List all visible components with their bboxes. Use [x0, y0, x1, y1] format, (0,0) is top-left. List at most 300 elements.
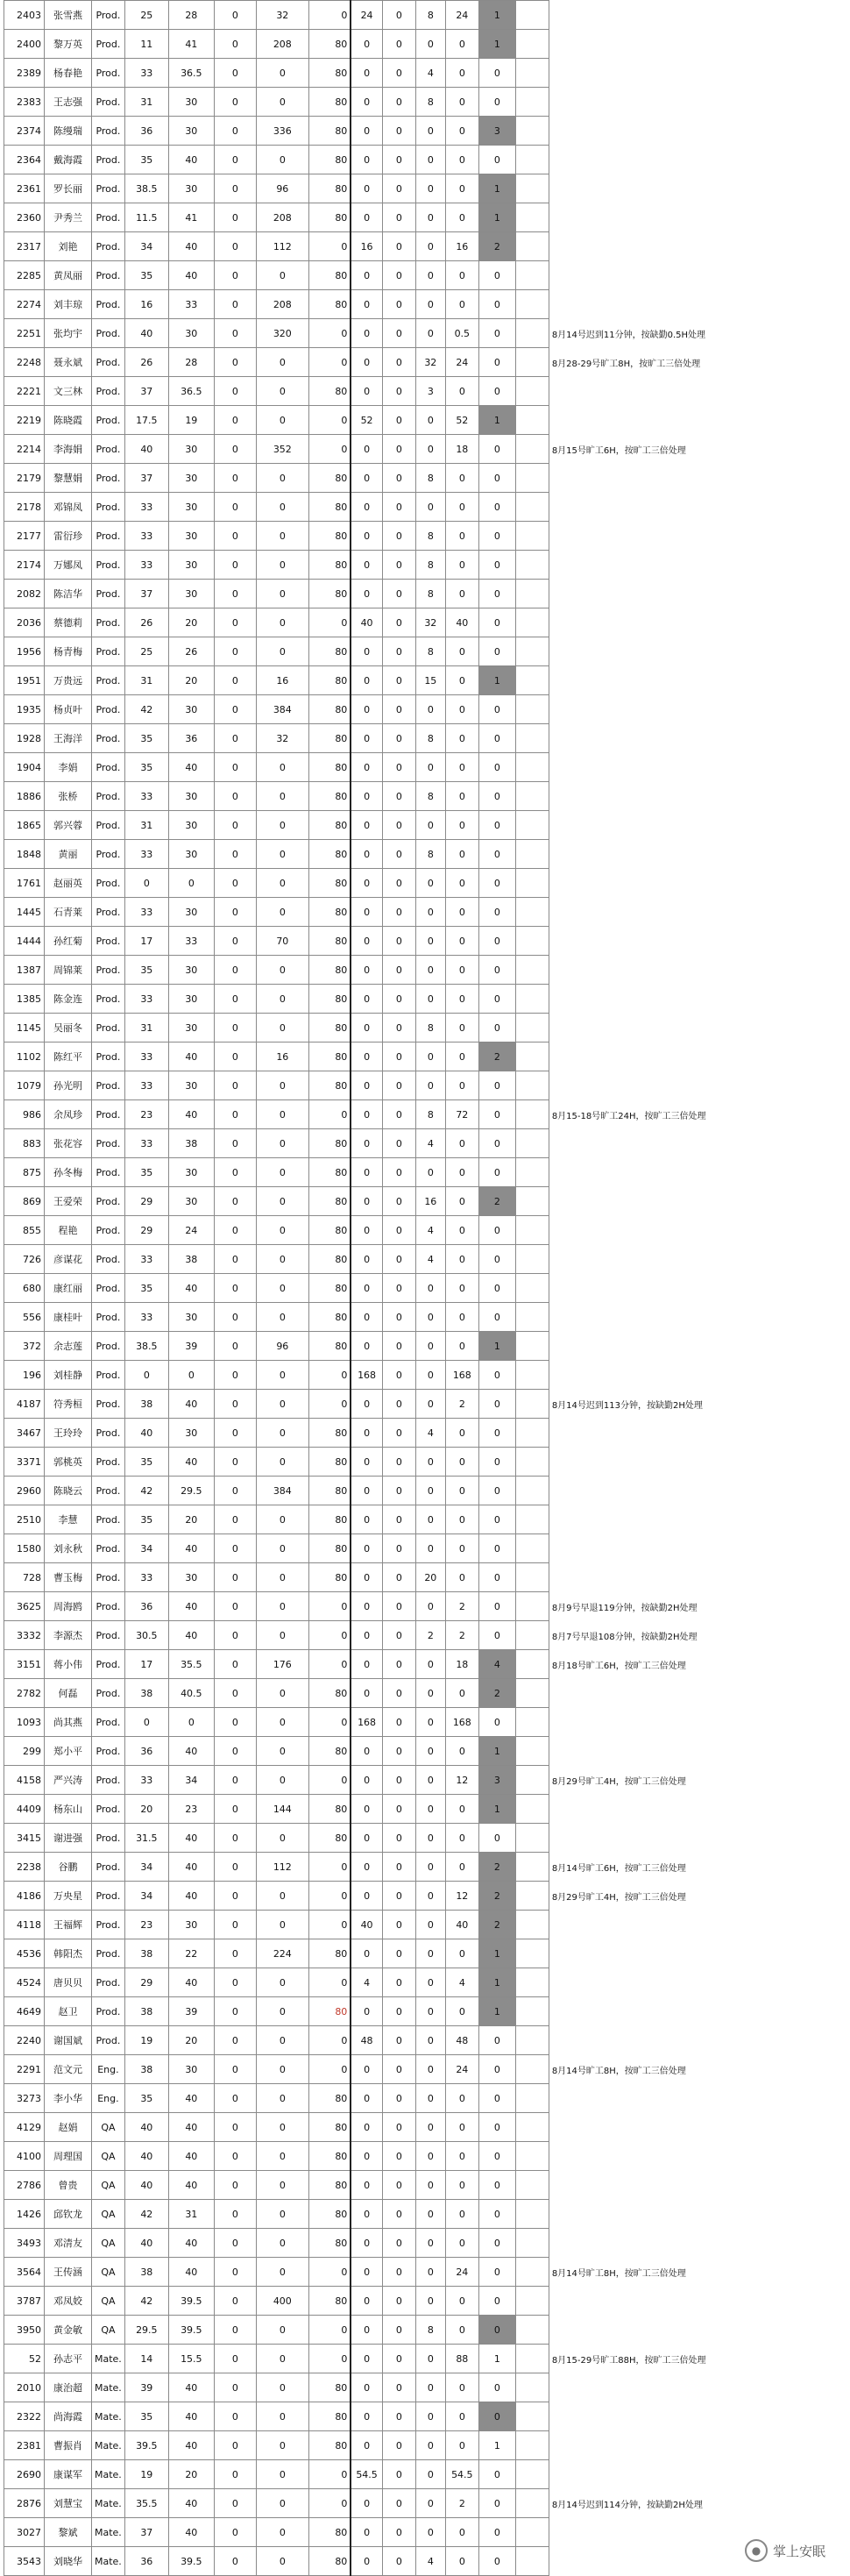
- cell-c4: 0: [256, 2431, 308, 2460]
- cell-c8: 8: [415, 1, 445, 30]
- cell-c11: [515, 1911, 549, 1939]
- cell-c9: 0: [445, 985, 478, 1014]
- table-row: [4, 1129, 769, 1158]
- cell-c5: 0: [308, 1766, 351, 1795]
- cell-c3: 0: [214, 117, 256, 146]
- cell-c1: 36: [124, 1592, 168, 1621]
- cell-dept: Eng.: [92, 2055, 125, 2084]
- cell-c7: 0: [382, 1448, 415, 1477]
- cell-c3: 0: [214, 1274, 256, 1303]
- cell-c6: 0: [351, 695, 382, 724]
- cell-c5: 80: [308, 1187, 351, 1216]
- cell-c3: 0: [214, 2200, 256, 2229]
- cell-c5: 80: [308, 1737, 351, 1766]
- cell-c5: 80: [308, 927, 351, 956]
- cell-name: 万央星: [45, 1882, 92, 1911]
- cell-c2: 30: [168, 435, 214, 464]
- cell-c10: 0: [478, 2460, 515, 2489]
- cell-c8: 4: [415, 1216, 445, 1245]
- cell-c10: 0: [478, 59, 515, 88]
- cell-c4: 0: [256, 2258, 308, 2287]
- cell-c5: 80: [308, 2200, 351, 2229]
- cell-c10: 0: [478, 1448, 515, 1477]
- cell-c9: 0: [445, 203, 478, 232]
- cell-id: 2010: [4, 2373, 45, 2402]
- cell-dept: Prod.: [92, 1390, 125, 1419]
- cell-id: 1928: [4, 724, 45, 753]
- cell-name: 康治超: [45, 2373, 92, 2402]
- cell-c8: 0: [415, 30, 445, 59]
- cell-c3: 0: [214, 2373, 256, 2402]
- cell-c3: 0: [214, 927, 256, 956]
- cell-c4: 0: [256, 811, 308, 840]
- cell-c7: 0: [382, 2431, 415, 2460]
- cell-c3: 0: [214, 898, 256, 927]
- cell-c2: 40: [168, 1274, 214, 1303]
- cell-c10: 3: [478, 1766, 515, 1795]
- cell-c8: 0: [415, 435, 445, 464]
- cell-c11: [515, 1795, 549, 1824]
- cell-c8: 8: [415, 782, 445, 811]
- cell-c11: [515, 493, 549, 522]
- cell-c1: 26: [124, 608, 168, 637]
- cell-c4: 0: [256, 1361, 308, 1390]
- cell-c7: 0: [382, 753, 415, 782]
- cell-c10: 0: [478, 1216, 515, 1245]
- cell-c9: 0: [445, 1332, 478, 1361]
- cell-c9: 0: [445, 695, 478, 724]
- cell-dept: Prod.: [92, 753, 125, 782]
- cell-c11: [515, 1939, 549, 1968]
- cell-c2: 29.5: [168, 1477, 214, 1505]
- cell-dept: Prod.: [92, 1997, 125, 2026]
- cell-id: 2291: [4, 2055, 45, 2084]
- cell-c1: 35: [124, 2402, 168, 2431]
- cell-dept: Prod.: [92, 869, 125, 898]
- cell-c3: 0: [214, 666, 256, 695]
- cell-c5: 80: [308, 1158, 351, 1187]
- cell-c3: 0: [214, 319, 256, 348]
- cell-dept: Prod.: [92, 146, 125, 174]
- cell-c3: 0: [214, 377, 256, 406]
- cell-c11: [515, 377, 549, 406]
- cell-c7: 0: [382, 1592, 415, 1621]
- cell-c3: 0: [214, 2460, 256, 2489]
- table-row: [4, 1390, 769, 1419]
- cell-note: [549, 2518, 768, 2547]
- cell-id: 2219: [4, 406, 45, 435]
- cell-c6: 0: [351, 1592, 382, 1621]
- cell-c11: [515, 2229, 549, 2258]
- cell-id: 1445: [4, 898, 45, 927]
- cell-c5: 80: [308, 1563, 351, 1592]
- cell-c8: 0: [415, 261, 445, 290]
- cell-id: 2690: [4, 2460, 45, 2489]
- cell-name: 曾贵: [45, 2171, 92, 2200]
- cell-c10: 0: [478, 1621, 515, 1650]
- table-row: [4, 2026, 769, 2055]
- cell-c2: 40: [168, 2518, 214, 2547]
- table-row: [4, 695, 769, 724]
- table-row: [4, 1650, 769, 1679]
- cell-c11: [515, 406, 549, 435]
- cell-name: 黎慧娟: [45, 464, 92, 493]
- cell-c8: 0: [415, 1679, 445, 1708]
- cell-name: 杨春艳: [45, 59, 92, 88]
- cell-c3: 0: [214, 1100, 256, 1129]
- cell-dept: Prod.: [92, 1505, 125, 1534]
- cell-c11: [515, 811, 549, 840]
- cell-c5: 80: [308, 551, 351, 580]
- cell-c6: 0: [351, 551, 382, 580]
- cell-c11: [515, 753, 549, 782]
- cell-name: 郭桃英: [45, 1448, 92, 1477]
- cell-name: 罗长丽: [45, 174, 92, 203]
- cell-c5: 0: [308, 2055, 351, 2084]
- cell-c10: 0: [478, 608, 515, 637]
- cell-c3: 0: [214, 2489, 256, 2518]
- cell-c5: 80: [308, 2171, 351, 2200]
- cell-c6: 0: [351, 1824, 382, 1853]
- cell-name: 谢国斌: [45, 2026, 92, 2055]
- cell-c7: 0: [382, 695, 415, 724]
- cell-c4: 0: [256, 2200, 308, 2229]
- cell-note: [549, 898, 768, 927]
- cell-c8: 0: [415, 1853, 445, 1882]
- cell-c10: 1: [478, 1332, 515, 1361]
- cell-c5: 80: [308, 1274, 351, 1303]
- cell-c2: 41: [168, 30, 214, 59]
- cell-note: [549, 1911, 768, 1939]
- cell-c1: 29: [124, 1968, 168, 1997]
- cell-c9: 0: [445, 1824, 478, 1853]
- cell-c5: 80: [308, 1505, 351, 1534]
- cell-c11: [515, 1650, 549, 1679]
- cell-c10: 0: [478, 1361, 515, 1390]
- cell-id: 1956: [4, 637, 45, 666]
- table-row: [4, 1448, 769, 1477]
- cell-c3: 0: [214, 2547, 256, 2576]
- cell-c8: 0: [415, 1939, 445, 1968]
- cell-c3: 0: [214, 2026, 256, 2055]
- cell-c6: 0: [351, 30, 382, 59]
- cell-c4: 0: [256, 1419, 308, 1448]
- cell-id: 883: [4, 1129, 45, 1158]
- cell-c6: 48: [351, 2026, 382, 2055]
- cell-c8: 0: [415, 2142, 445, 2171]
- cell-c2: 20: [168, 608, 214, 637]
- cell-c8: 4: [415, 1419, 445, 1448]
- cell-id: 2510: [4, 1505, 45, 1534]
- cell-dept: Prod.: [92, 985, 125, 1014]
- cell-c2: 30: [168, 840, 214, 869]
- cell-c1: 37: [124, 464, 168, 493]
- cell-c3: 0: [214, 1737, 256, 1766]
- cell-c8: 0: [415, 1911, 445, 1939]
- cell-id: 1886: [4, 782, 45, 811]
- cell-c6: 0: [351, 1071, 382, 1100]
- cell-c2: 40: [168, 1592, 214, 1621]
- cell-c2: 28: [168, 1, 214, 30]
- cell-name: 张桥: [45, 782, 92, 811]
- cell-dept: Prod.: [92, 1708, 125, 1737]
- cell-c7: 0: [382, 1679, 415, 1708]
- cell-c3: 0: [214, 232, 256, 261]
- cell-c10: 1: [478, 174, 515, 203]
- cell-c4: 208: [256, 290, 308, 319]
- cell-c4: 0: [256, 522, 308, 551]
- cell-note: [549, 59, 768, 88]
- cell-c10: 0: [478, 782, 515, 811]
- cell-c1: 35: [124, 146, 168, 174]
- cell-c2: 0: [168, 1708, 214, 1737]
- table-row: [4, 1708, 769, 1737]
- cell-c9: 0: [445, 59, 478, 88]
- cell-c7: 0: [382, 2084, 415, 2113]
- cell-c10: 0: [478, 435, 515, 464]
- cell-dept: Prod.: [92, 1534, 125, 1563]
- cell-name: 谷鹏: [45, 1853, 92, 1882]
- cell-c9: 54.5: [445, 2460, 478, 2489]
- cell-name: 符秀桓: [45, 1390, 92, 1419]
- cell-c6: 0: [351, 1853, 382, 1882]
- cell-name: 黎万英: [45, 30, 92, 59]
- cell-dept: Prod.: [92, 782, 125, 811]
- cell-id: 2174: [4, 551, 45, 580]
- cell-dept: Prod.: [92, 1448, 125, 1477]
- cell-note: 8月15-18号旷工24H，按旷工三倍处理: [551, 1111, 706, 1121]
- cell-c10: 0: [478, 2026, 515, 2055]
- cell-note: [549, 1708, 768, 1737]
- cell-c9: 24: [445, 348, 478, 377]
- cell-c11: [515, 464, 549, 493]
- cell-c9: 24: [445, 1, 478, 30]
- cell-c7: 0: [382, 1042, 415, 1071]
- cell-c10: 1: [478, 1, 515, 30]
- cell-c8: 0: [415, 1303, 445, 1332]
- table-row: [4, 1621, 769, 1650]
- cell-c2: 30: [168, 1014, 214, 1042]
- cell-id: 2238: [4, 1853, 45, 1882]
- cell-name: 李娟: [45, 753, 92, 782]
- cell-c8: 0: [415, 2402, 445, 2431]
- cell-c1: 31: [124, 88, 168, 117]
- cell-id: 4187: [4, 1390, 45, 1419]
- cell-dept: Prod.: [92, 1766, 125, 1795]
- cell-c11: [515, 2258, 549, 2287]
- cell-c9: 0: [445, 1477, 478, 1505]
- cell-c11: [515, 2113, 549, 2142]
- cell-c11: [515, 1448, 549, 1477]
- cell-c11: [515, 1129, 549, 1158]
- table-row: [4, 174, 769, 203]
- cell-c1: 31.5: [124, 1824, 168, 1853]
- cell-c7: 0: [382, 2402, 415, 2431]
- cell-c6: 0: [351, 2547, 382, 2576]
- cell-name: 邓锦凤: [45, 493, 92, 522]
- cell-c10: 0: [478, 319, 515, 348]
- cell-note: [549, 695, 768, 724]
- cell-id: 1848: [4, 840, 45, 869]
- cell-c11: [515, 232, 549, 261]
- cell-c7: 0: [382, 174, 415, 203]
- cell-note: 8月18号旷工6H，按旷工三倍处理: [551, 1661, 686, 1671]
- cell-c5: 80: [308, 1679, 351, 1708]
- cell-c9: 0: [445, 30, 478, 59]
- cell-note: [549, 1216, 768, 1245]
- cell-c1: 31: [124, 1014, 168, 1042]
- cell-c4: 0: [256, 1911, 308, 1939]
- cell-c2: 36: [168, 724, 214, 753]
- cell-c7: 0: [382, 1563, 415, 1592]
- cell-c2: 30: [168, 1303, 214, 1332]
- cell-c7: 0: [382, 232, 415, 261]
- cell-c11: [515, 30, 549, 59]
- cell-c5: 80: [308, 1216, 351, 1245]
- cell-c6: 0: [351, 117, 382, 146]
- cell-c1: 39.5: [124, 2431, 168, 2460]
- cell-c5: 80: [308, 1419, 351, 1448]
- cell-c5: 80: [308, 1332, 351, 1361]
- cell-c5: 80: [308, 2547, 351, 2576]
- cell-c1: 35: [124, 1505, 168, 1534]
- table-row: [4, 464, 769, 493]
- cell-c7: 0: [382, 1650, 415, 1679]
- cell-c3: 0: [214, 782, 256, 811]
- cell-note: [549, 956, 768, 985]
- cell-c3: 0: [214, 1911, 256, 1939]
- cell-c3: 0: [214, 2258, 256, 2287]
- cell-c5: 80: [308, 840, 351, 869]
- cell-c4: 0: [256, 1679, 308, 1708]
- cell-dept: Prod.: [92, 637, 125, 666]
- cell-id: 1580: [4, 1534, 45, 1563]
- cell-name: 黎斌: [45, 2518, 92, 2547]
- cell-c6: 0: [351, 1679, 382, 1708]
- cell-c6: 0: [351, 1332, 382, 1361]
- cell-c6: 0: [351, 1158, 382, 1187]
- cell-c5: 80: [308, 1939, 351, 1968]
- cell-c9: 0: [445, 2518, 478, 2547]
- cell-c10: 0: [478, 2316, 515, 2345]
- table-row: [4, 1361, 769, 1390]
- cell-dept: Prod.: [92, 1, 125, 30]
- cell-c2: 39: [168, 1332, 214, 1361]
- cell-dept: Prod.: [92, 174, 125, 203]
- cell-note: [549, 117, 768, 146]
- cell-c5: 80: [308, 1824, 351, 1853]
- cell-id: 2317: [4, 232, 45, 261]
- cell-c6: 0: [351, 1621, 382, 1650]
- cell-c6: 0: [351, 753, 382, 782]
- cell-c3: 0: [214, 985, 256, 1014]
- cell-c3: 0: [214, 1766, 256, 1795]
- cell-id: 2214: [4, 435, 45, 464]
- cell-c7: 0: [382, 2373, 415, 2402]
- cell-c6: 0: [351, 2373, 382, 2402]
- cell-c4: 0: [256, 1882, 308, 1911]
- cell-c8: 8: [415, 840, 445, 869]
- cell-c2: 40: [168, 1448, 214, 1477]
- cell-c4: 0: [256, 2402, 308, 2431]
- cell-c11: [515, 290, 549, 319]
- table-row: [4, 1563, 769, 1592]
- cell-dept: QA: [92, 2287, 125, 2316]
- cell-note: [549, 1563, 768, 1592]
- cell-name: 郑小平: [45, 1737, 92, 1766]
- cell-c5: 0: [308, 2489, 351, 2518]
- cell-c10: 0: [478, 753, 515, 782]
- cell-c7: 0: [382, 2171, 415, 2200]
- cell-c11: [515, 927, 549, 956]
- cell-name: 尹秀兰: [45, 203, 92, 232]
- cell-c5: 0: [308, 1100, 351, 1129]
- cell-id: 1426: [4, 2200, 45, 2229]
- cell-c4: 0: [256, 1071, 308, 1100]
- cell-name: 余志莲: [45, 1332, 92, 1361]
- cell-c1: 0: [124, 1708, 168, 1737]
- cell-c5: 80: [308, 2084, 351, 2113]
- cell-c9: 0: [445, 1071, 478, 1100]
- cell-c6: 0: [351, 1274, 382, 1303]
- cell-c3: 0: [214, 1853, 256, 1882]
- cell-c3: 0: [214, 2171, 256, 2200]
- cell-c11: [515, 348, 549, 377]
- cell-c6: 0: [351, 2113, 382, 2142]
- cell-c10: 1: [478, 30, 515, 59]
- cell-c4: 70: [256, 927, 308, 956]
- table-row: [4, 1882, 769, 1911]
- cell-c4: 0: [256, 840, 308, 869]
- cell-note: 8月14号迟到114分钟，按缺勤2H处理: [551, 2500, 703, 2510]
- cell-id: 52: [4, 2345, 45, 2373]
- cell-dept: Prod.: [92, 927, 125, 956]
- cell-id: 1102: [4, 1042, 45, 1071]
- cell-c2: 40: [168, 2229, 214, 2258]
- cell-c11: [515, 985, 549, 1014]
- cell-c2: 30: [168, 1911, 214, 1939]
- cell-c6: 0: [351, 927, 382, 956]
- cell-c2: 39.5: [168, 2287, 214, 2316]
- table-row: [4, 2547, 769, 2576]
- cell-c2: 40: [168, 1737, 214, 1766]
- cell-c10: 0: [478, 261, 515, 290]
- cell-note: [549, 724, 768, 753]
- cell-c11: [515, 1592, 549, 1621]
- cell-c2: 40: [168, 146, 214, 174]
- cell-dept: Eng.: [92, 2084, 125, 2113]
- cell-c4: 0: [256, 493, 308, 522]
- cell-name: 杨贞叶: [45, 695, 92, 724]
- cell-c4: 0: [256, 1100, 308, 1129]
- cell-c8: 0: [415, 1042, 445, 1071]
- cell-c9: 0: [445, 2171, 478, 2200]
- cell-c9: 0: [445, 1997, 478, 2026]
- cell-c1: 31: [124, 811, 168, 840]
- cell-c2: 40: [168, 2431, 214, 2460]
- cell-c1: 0: [124, 1361, 168, 1390]
- cell-c11: [515, 724, 549, 753]
- cell-c8: 0: [415, 695, 445, 724]
- cell-c6: 0: [351, 1100, 382, 1129]
- cell-name: 范文元: [45, 2055, 92, 2084]
- cell-c5: 80: [308, 1303, 351, 1332]
- cell-c7: 0: [382, 261, 415, 290]
- cell-c4: 0: [256, 377, 308, 406]
- cell-dept: Prod.: [92, 956, 125, 985]
- cell-c1: 40: [124, 2229, 168, 2258]
- cell-c2: 15.5: [168, 2345, 214, 2373]
